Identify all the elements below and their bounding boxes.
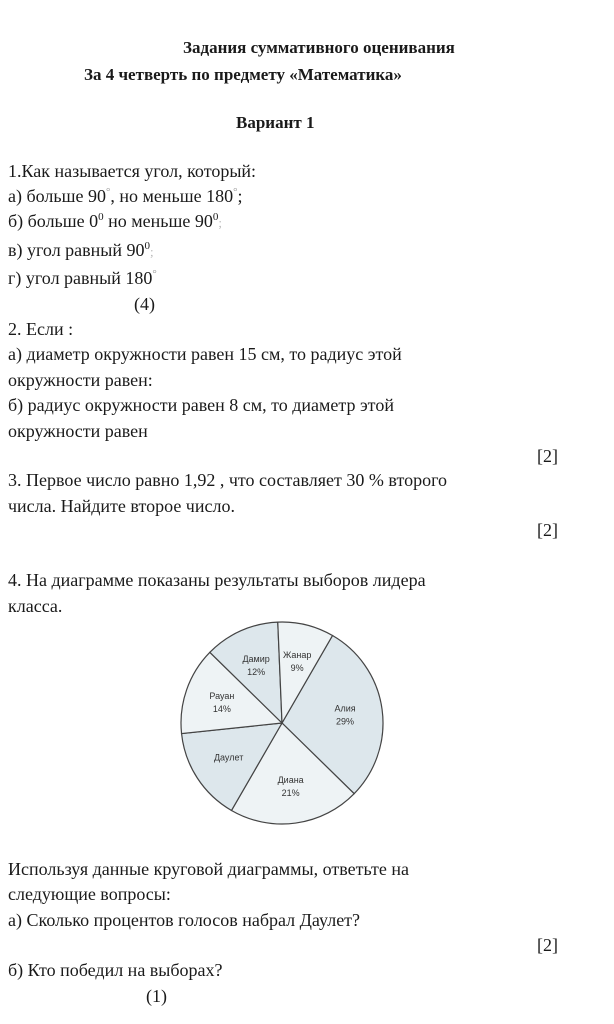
q1-a-deg: ° (105, 186, 111, 198)
q2-a-line2: окружности равен: (8, 370, 153, 390)
pie-label-value: 14% (212, 704, 231, 715)
q1-a-mid: , но меньше 180 (110, 186, 234, 206)
pie-label-name: Диана (277, 775, 304, 786)
q4-use-line1: Используя данные круговой диаграммы, ответьте на (8, 859, 409, 879)
pie-label-value: 29% (336, 716, 355, 727)
q2-score: [2] (537, 446, 558, 466)
q1-d-deg: ° (152, 268, 157, 280)
q2-b-line2: окружности равен (8, 421, 148, 441)
q1-a-pre: а) больше 90 (8, 186, 106, 206)
q2-a-line1: а) диаметр окружности равен 15 см, то радиус этой (8, 344, 402, 364)
q1-option-c (8, 240, 154, 261)
q1-option-d (8, 268, 157, 289)
q3-score: [2] (537, 520, 558, 540)
pie-label-value: 9% (290, 663, 304, 674)
variant-title: Вариант 1 (236, 113, 315, 132)
pie-label-name: Дамир (242, 653, 270, 664)
q1-a-deg2: ° (233, 186, 238, 198)
q4-line2: класса. (8, 596, 63, 616)
q4-score-b: (1) (146, 986, 167, 1006)
q2-text: 2. Если : (8, 319, 74, 339)
q1-b-sup1: 0 (98, 211, 104, 223)
q1-c-end: ; (150, 244, 154, 259)
q1-option-b (8, 211, 222, 232)
q1-d-pre: г) угол равный 180 (8, 268, 153, 288)
q4-question-b: б) Кто победил на выборах? (8, 960, 223, 980)
q3-line2: числа. Найдите второе число. (8, 496, 235, 516)
pie-label-name: Жанар (282, 650, 312, 661)
q1-b-sup2: 0 (212, 211, 219, 223)
q4-use-line2: следующие вопросы: (8, 884, 171, 904)
pie-label-value: 21% (281, 788, 300, 799)
q3-line1: 3. Первое число равно 1,92 , что составляет 30 % второго (8, 470, 448, 490)
q1-b-end: ; (218, 215, 222, 230)
q1-c-pre: в) угол равный 90 (8, 240, 145, 260)
header-title-1: Задания суммативного оценивания (183, 38, 455, 57)
header-title-2: За 4 четверть по предмету «Математика» (84, 65, 402, 84)
pie-label-name: Рауан (209, 691, 235, 702)
q1-c-sup: 0 (144, 240, 151, 252)
q4-question-a: а) Сколько процентов голосов набрал Даулет? (8, 910, 361, 930)
pie-label-name: Даулет (213, 752, 244, 763)
q1-option-a (8, 186, 243, 207)
q1-score: (4) (134, 294, 155, 314)
q4-line1: 4. На диаграмме показаны результаты выборов лидера (8, 570, 426, 590)
q1-b-pre: б) больше 0 (8, 211, 99, 231)
q1-a-end: ; (237, 186, 243, 206)
pie-label-value: 12% (247, 666, 266, 677)
pie-label-name: Алия (334, 703, 356, 714)
pie-chart (170, 618, 395, 828)
q1-text: 1.Как называется угол, который: (8, 161, 257, 181)
q1-b-mid: но меньше 90 (103, 211, 213, 231)
q4-score-a: [2] (537, 935, 558, 955)
q2-b-line1: б) радиус окружности равен 8 см, то диаметр этой (8, 395, 394, 415)
